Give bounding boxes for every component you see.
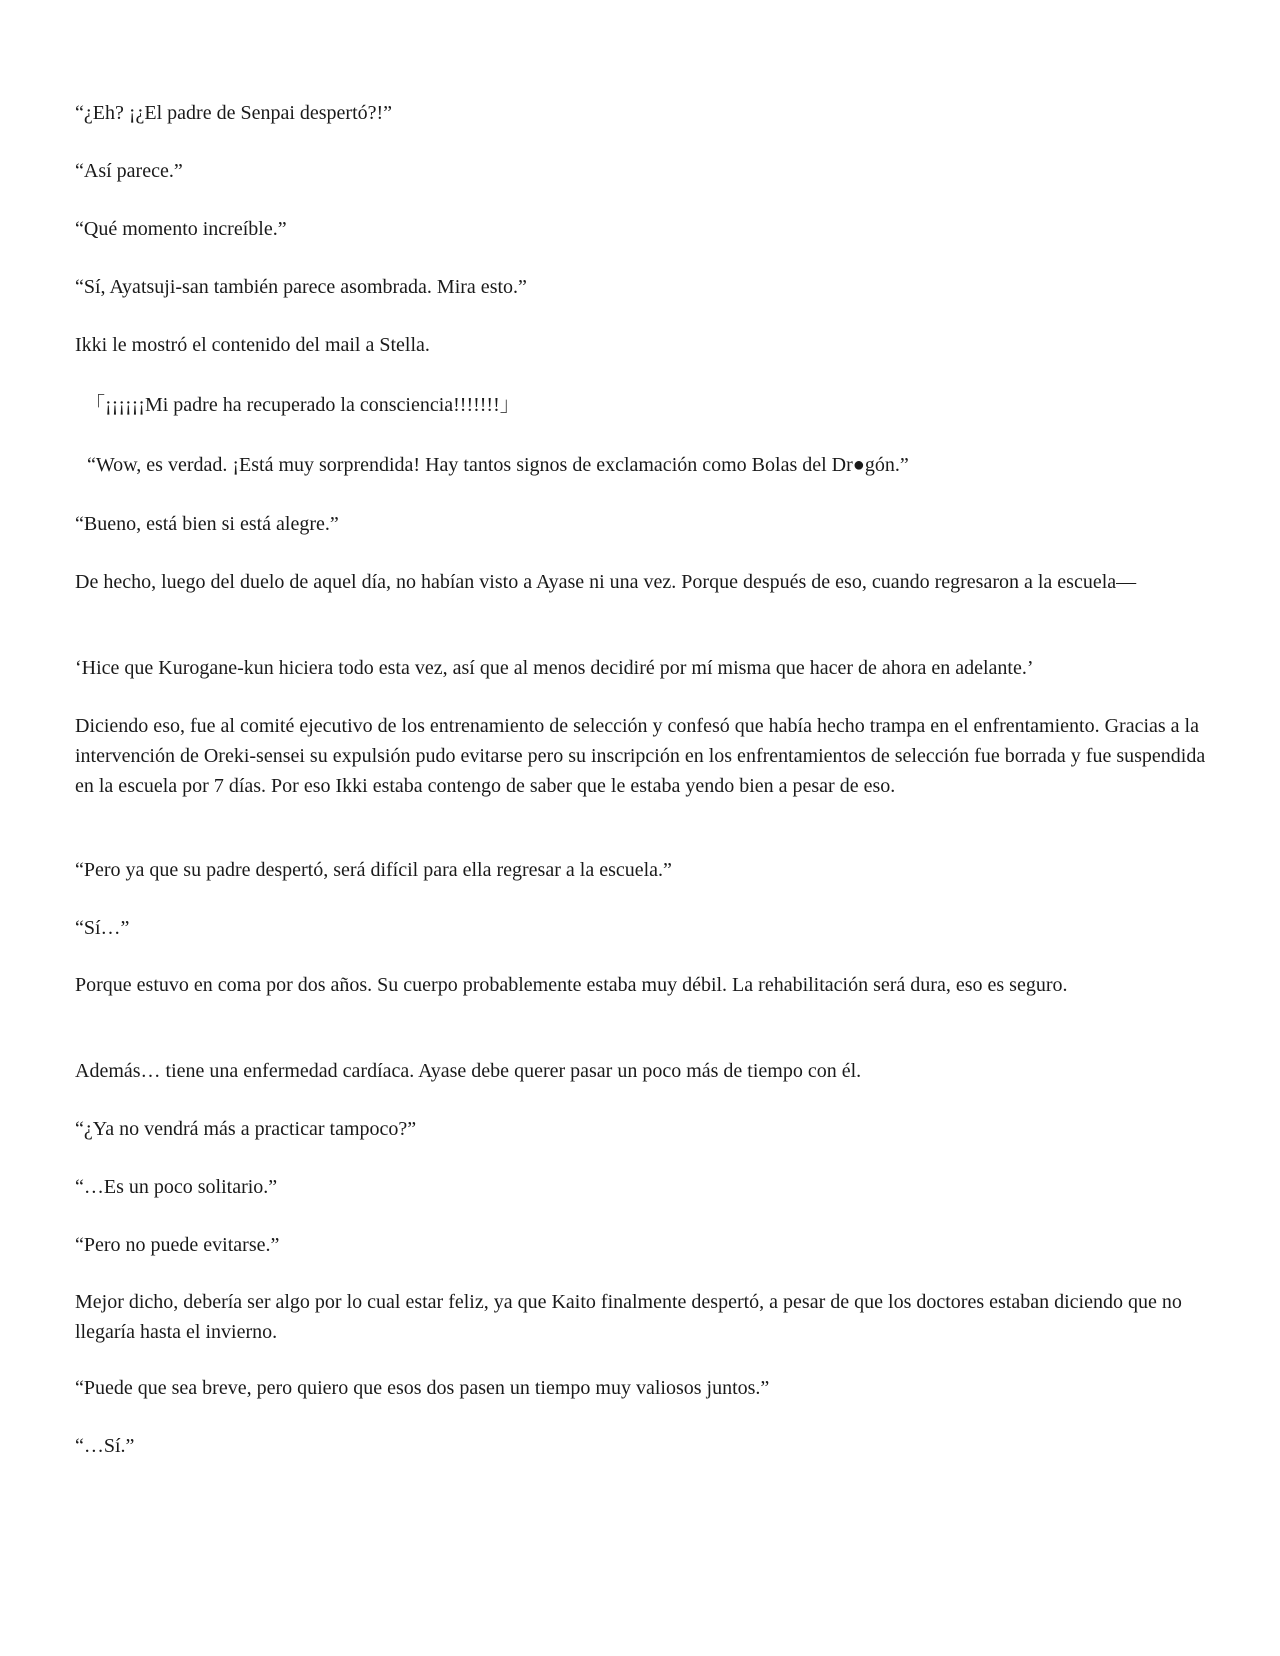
- paragraph-8: “Bueno, está bien si está alegre.”: [75, 513, 339, 535]
- paragraph-5: Ikki le mostró el contenido del mail a Stella.: [75, 334, 430, 356]
- paragraph-11: Diciendo eso, fue al comité ejecutivo de los entrenamiento de selección y confesó que había hecho trampa en el enfrentamiento. Gracias a la intervención de Oreki-sensei su expulsión pudo evitarse pero su inscripción en los enfrentamientos de selección fue borrada y fue suspendida en la escuela por 7 días. Por eso Ikki estaba contengo de saber que le estaba yendo bien a pesar de eso.: [75, 715, 1206, 797]
- paragraph-17: “…Es un poco solitario.”: [75, 1176, 278, 1198]
- paragraph-12: “Pero ya que su padre despertó, será difícil para ella regresar a la escuela.”: [75, 859, 672, 881]
- paragraph-21: “…Sí.”: [75, 1435, 135, 1457]
- paragraph-3: “Qué momento increíble.”: [75, 218, 287, 240]
- paragraph-14: Porque estuvo en coma por dos años. Su cuerpo probablemente estaba muy débil. La rehabilitación será dura, eso es seguro.: [75, 974, 1068, 996]
- paragraph-7: “Wow, es verdad. ¡Está muy sorprendida! Hay tantos signos de exclamación como Bolas del Dr●gón.”: [87, 454, 909, 476]
- paragraph-18: “Pero no puede evitarse.”: [75, 1234, 280, 1256]
- paragraph-6-mail-quote: 「¡¡¡¡¡¡Mi padre ha recuperado la consciencia!!!!!!!」: [85, 394, 520, 416]
- paragraph-4: “Sí, Ayatsuji-san también parece asombrada. Mira esto.”: [75, 276, 527, 298]
- paragraph-15: Además… tiene una enfermedad cardíaca. Ayase debe querer pasar un poco más de tiempo con él.: [75, 1060, 862, 1082]
- paragraph-20: “Puede que sea breve, pero quiero que esos dos pasen un tiempo muy valiosos juntos.”: [75, 1377, 770, 1399]
- paragraph-10: ‘Hice que Kurogane-kun hiciera todo esta vez, así que al menos decidiré por mí misma que hacer de ahora en adelante.’: [75, 657, 1034, 679]
- paragraph-13: “Sí…”: [75, 917, 130, 939]
- paragraph-1: “¿Eh? ¡¿El padre de Senpai despertó?!”: [75, 102, 393, 124]
- paragraph-16: “¿Ya no vendrá más a practicar tampoco?”: [75, 1118, 417, 1140]
- paragraph-2: “Así parece.”: [75, 160, 183, 182]
- paragraph-19: Mejor dicho, debería ser algo por lo cual estar feliz, ya que Kaito finalmente despertó, a pesar de que los doctores estaban diciendo que no llegaría hasta el invierno.: [75, 1291, 1182, 1343]
- paragraph-9: De hecho, luego del duelo de aquel día, no habían visto a Ayase ni una vez. Porque después de eso, cuando regresaron a la escuela—: [75, 571, 1137, 593]
